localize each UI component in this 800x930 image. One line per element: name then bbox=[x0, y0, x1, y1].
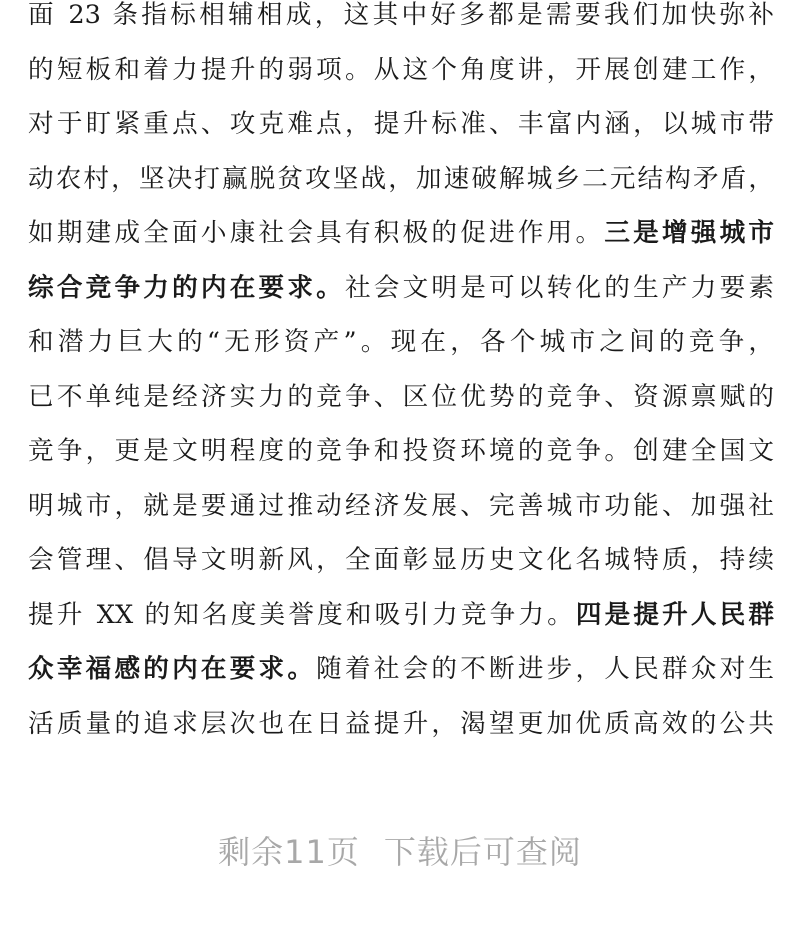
bold-heading-segment: 综合竞争力的内在要求。 bbox=[28, 272, 345, 303]
text-segment: 动农村，坚决打赢脱贫攻坚战，加速破解城乡二元结构矛盾， bbox=[28, 163, 774, 194]
text-segment: 活质量的追求层次也在日益提升，渴望更加优质高效的公共 bbox=[28, 708, 774, 739]
text-segment: 随着社会的不断进步，人民群众对生 bbox=[316, 654, 774, 684]
text-line bbox=[28, 43, 774, 98]
download-hint-label: 下载后可查阅 bbox=[383, 833, 582, 871]
document-body-text bbox=[28, 0, 774, 751]
text-segment: 社会文明是可以转化的生产力要素 bbox=[344, 272, 774, 303]
text-line bbox=[28, 424, 774, 479]
remaining-pages-notice bbox=[0, 826, 800, 878]
text-line bbox=[28, 642, 774, 697]
text-line bbox=[28, 370, 774, 425]
text-segment: 竞争，更是文明程度的竞争和投资环境的竞争。创建全国文 bbox=[28, 436, 774, 466]
text-line bbox=[28, 206, 774, 261]
text-line bbox=[28, 533, 774, 588]
text-line bbox=[28, 588, 774, 643]
text-segment: 和潜力巨大的“无形资产”。现在，各个城市之间的竞争， bbox=[28, 327, 774, 357]
text-line bbox=[28, 479, 774, 534]
text-segment: 面 23 条指标相辅相成，这其中好多都是需要我们加快弥补 bbox=[28, 0, 774, 30]
text-segment: 明城市，就是要通过推动经济发展、完善城市功能、加强社 bbox=[28, 490, 774, 521]
text-segment: 如期建成全面小康社会具有积极的促进作用。 bbox=[28, 218, 605, 248]
text-line bbox=[28, 261, 774, 316]
bold-heading-segment: 众幸福感的内在要求。 bbox=[28, 654, 317, 684]
bold-heading-segment: 四是提升人民群 bbox=[575, 599, 774, 630]
text-segment: 对于盯紧重点、攻克难点，提升标准、丰富内涵，以城市带 bbox=[28, 109, 774, 139]
text-line bbox=[28, 315, 774, 370]
text-line bbox=[28, 0, 774, 43]
text-segment: 提升 XX 的知名度美誉度和吸引力竞争力。 bbox=[28, 599, 576, 630]
remaining-pages-label: 剩余11页 bbox=[218, 833, 360, 871]
bold-heading-segment: 三是增强城市 bbox=[604, 218, 774, 248]
text-segment: 已不单纯是经济实力的竞争、区位优势的竞争、资源禀赋的 bbox=[28, 381, 774, 412]
text-segment: 会管理、倡导文明新风，全面彰显历史文化名城特质，持续 bbox=[28, 545, 774, 575]
text-line bbox=[28, 97, 774, 152]
text-line bbox=[28, 697, 774, 752]
text-segment: 的短板和着力提升的弱项。从这个角度讲，开展创建工作， bbox=[28, 54, 774, 85]
text-line bbox=[28, 152, 774, 207]
